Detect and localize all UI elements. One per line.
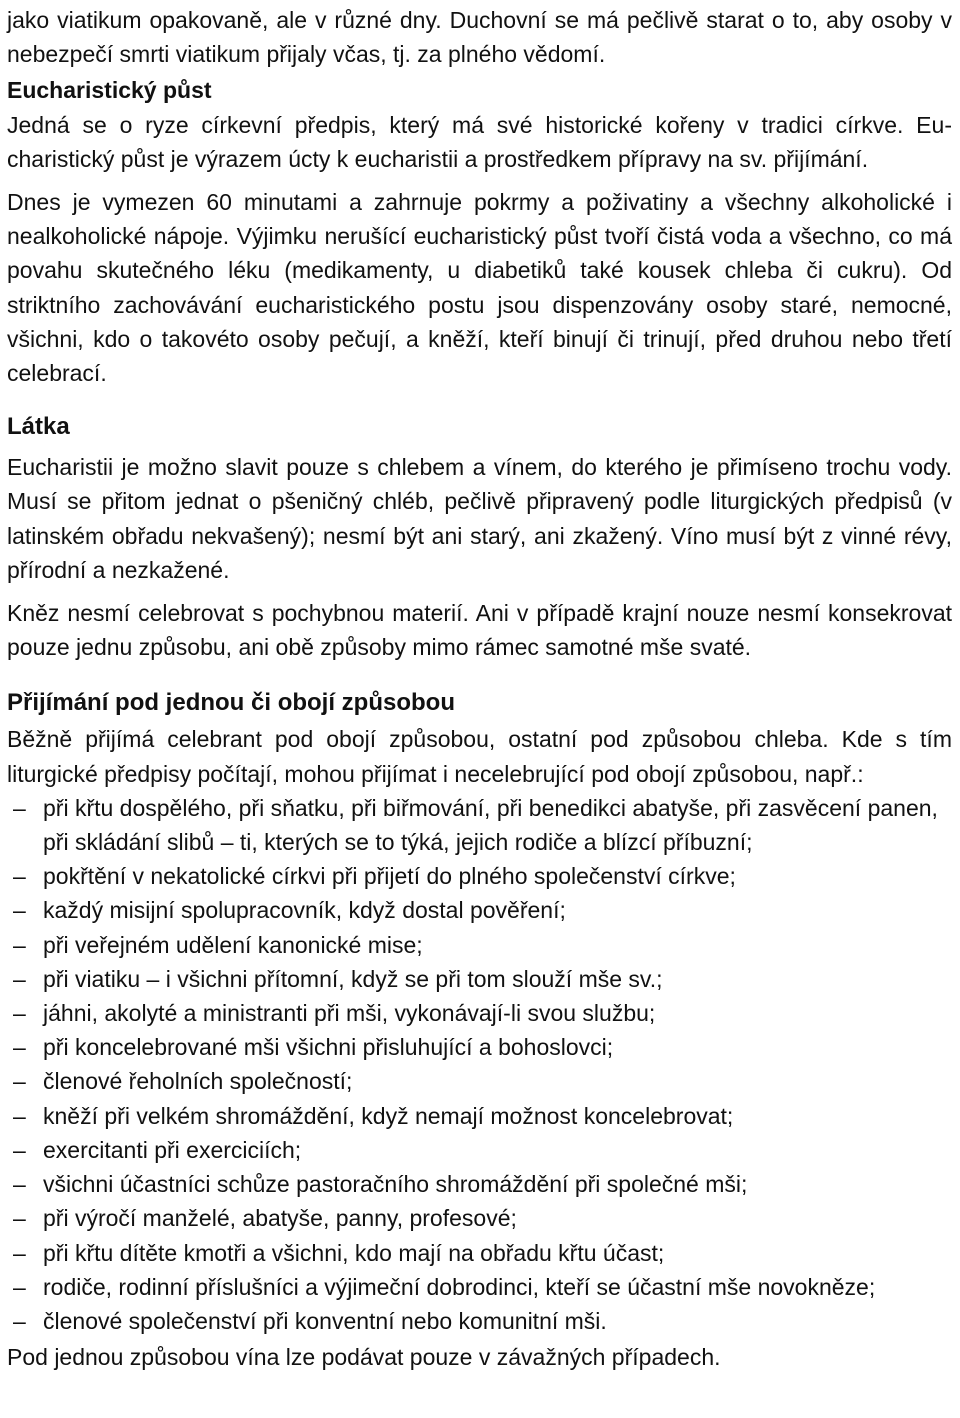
list-item	[7, 1099, 952, 1133]
list-item	[7, 1201, 952, 1235]
heading-communion-kinds: Přijímání pod jednou či obojí způsobou	[7, 689, 455, 717]
list-item-text: při veřejném udělení kanonické mise;	[43, 931, 423, 958]
list-item	[7, 1167, 952, 1201]
list-item-text: jáhni, akolyté a ministranti při mši, vykonávají-li svou službu;	[43, 1000, 656, 1027]
dash-bullet: –	[13, 931, 26, 958]
communion-list	[7, 791, 952, 1338]
list-item-text: každý misijní spolupracovník, když dostal pověření;	[43, 897, 566, 924]
communion-paragraph-1: Běžně přijímá celebrant pod obojí způsobou, ostatní pod způsobou chleba. Kde s tím liturgické předpisy počítají, mohou přijímat i necelebrující pod obojí způsobou, např.:	[7, 726, 952, 787]
list-item-text: při křtu dítěte kmotři a všichni, kdo mají na obřadu křtu účast;	[43, 1239, 665, 1266]
list-item	[7, 1270, 952, 1304]
list-item-text: pokřtění v nekatolické církvi při přijetí do plného společenství církve;	[43, 863, 736, 890]
list-item-text: rodiče, rodinní příslušníci a výjimeční dobrodinci, kteří se účastní mše novokněze;	[43, 1273, 876, 1300]
dash-bullet: –	[13, 897, 26, 924]
matter-paragraph-1: Eucharistii je možno slavit pouze s chlebem a vínem, do kterého je přimíseno trochu vody. Musí se přitom jednat o pšeničný chléb, pečlivě připravený podle liturgických předpisů (v latinském obřadu nekvašený); nesmí být ani starý, ani zkažený. Víno musí být z vinné révy, přírodní a nezkažené.	[7, 454, 952, 583]
list-item-text: členové společenství při konventní nebo komunitní mši.	[43, 1307, 607, 1334]
list-item-text: kněží při velkém shromáždění, když nemají možnost koncelebrovat;	[43, 1102, 734, 1129]
list-item-text: všichni účastníci schůze pastoračního shromáždění při společné mši;	[43, 1171, 748, 1198]
dash-bullet: –	[13, 1171, 26, 1198]
dash-bullet: –	[13, 965, 26, 992]
heading-eucharistic-fast: Eucharistický půst	[7, 77, 212, 104]
list-item	[7, 859, 952, 893]
dash-bullet: –	[13, 1034, 26, 1061]
dash-bullet: –	[13, 1307, 26, 1334]
list-item	[7, 791, 952, 859]
dash-bullet: –	[13, 1068, 26, 1095]
list-item-text: při viatiku – i všichni přítomní, když se při tom slouží mše sv.;	[43, 965, 663, 992]
dash-bullet: –	[13, 1102, 26, 1129]
final-paragraph: Pod jednou způsobou vína lze podávat pouze v závažných případech.	[7, 1344, 721, 1371]
list-item	[7, 996, 952, 1030]
list-item-text: exercitanti při exerciciích;	[43, 1136, 302, 1163]
dash-bullet: –	[13, 1239, 26, 1266]
dash-bullet: –	[13, 1273, 26, 1300]
dash-bullet: –	[13, 1205, 26, 1232]
list-item	[7, 928, 952, 962]
list-item-text: při koncelebrované mši všichni přisluhující a bohoslovci;	[43, 1034, 614, 1061]
list-item-text: při křtu dospělého, při sňatku, při biřmování, při benedikci abatyše, při zasvěcení panen, při skládání slibů – ti, kterých se to týká, jejich rodiče a blízcí příbuzní;	[43, 794, 938, 856]
heading-matter: Látka	[7, 413, 70, 441]
list-item	[7, 1133, 952, 1167]
list-item	[7, 893, 952, 927]
fast-paragraph-2: Dnes je vymezen 60 minutami a zahrnuje pokrmy a poživatiny a všechny alkoholické i nealkoholické nápoje. Výjimku nerušící eucharistický půst tvoří čistá voda a všechno, co má povahu skutečného léku (medikamenty, u diabetiků také kousek chleba či cukru). Od striktního zachovávání eucharistického postu jsou dispenzovány osoby staré, nemocné, všichni, kdo o takovéto osoby pečují, a kněží, kteří binují či trinují, před druhou nebo třetí celebrací.	[7, 189, 952, 387]
list-item-text: při výročí manželé, abatyše, panny, profesové;	[43, 1205, 517, 1232]
list-item	[7, 962, 952, 996]
dash-bullet: –	[13, 863, 26, 890]
fast-paragraph-1: Jedná se o ryze církevní předpis, který má své historické kořeny v tradici církve. Eucharistický půst je výrazem úcty k eucharistii a prostředkem přípravy na sv. přijímání.	[7, 111, 952, 172]
dash-bullet: –	[13, 794, 26, 821]
intro-paragraph: jako viatikum opakovaně, ale v různé dny. Duchovní se má pečlivě starat o to, aby osoby v nebezpečí smrti viatikum přijaly včas, tj. za plného vědomí.	[7, 7, 952, 68]
list-item	[7, 1064, 952, 1098]
list-item	[7, 1304, 952, 1338]
list-item	[7, 1030, 952, 1064]
list-item	[7, 1236, 952, 1270]
list-item-text: členové řeholních společností;	[43, 1068, 353, 1095]
matter-paragraph-2: Kněz nesmí celebrovat s pochybnou materií. Ani v případě krajní nouze nesmí konsekrovat pouze jednu způsobu, ani obě způsoby mimo rámec samotné mše svaté.	[7, 600, 952, 661]
dash-bullet: –	[13, 1000, 26, 1027]
dash-bullet: –	[13, 1136, 26, 1163]
